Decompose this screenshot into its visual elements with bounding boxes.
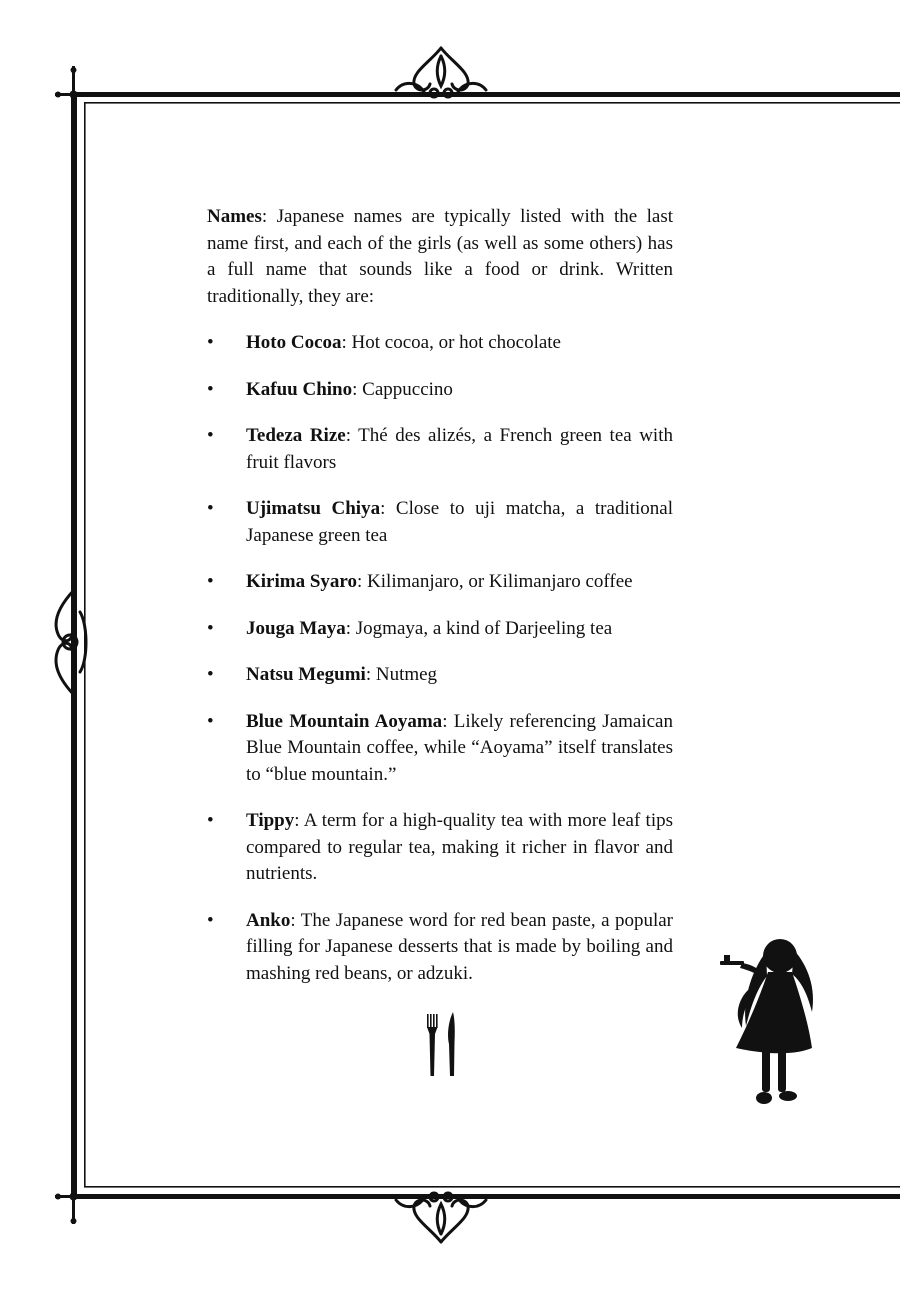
item-text: : A term for a high-quality tea with more leaf tips compared to regular tea, making it richer in flavor and nutrients. (246, 810, 673, 884)
item-term: Kirima Syaro (246, 571, 358, 592)
list-item (207, 908, 673, 988)
list-item (207, 662, 673, 689)
item-text: : The Japanese word for red bean paste, a popular filling for Japanese desserts that is made by boiling and mashing red beans, or adzuki. (246, 909, 673, 984)
bullet: • (207, 498, 214, 519)
corner-cap-bottom (55, 1190, 78, 1224)
side-flourish-ornament-icon (56, 590, 86, 695)
item-term: Hoto Cocoa (246, 332, 342, 353)
item-text: : Likely referencing Jamaican Blue Mountain coffee, while “Aoyama” itself translates to “blue mountain.” (246, 710, 673, 785)
item-term: Tippy (246, 810, 295, 831)
name-list (207, 330, 673, 987)
list-item (207, 616, 673, 643)
list-item (207, 423, 673, 476)
bullet: • (207, 425, 214, 446)
bullet: • (207, 617, 214, 639)
list-item (207, 496, 673, 549)
bullet: • (207, 571, 214, 592)
list-item (207, 569, 673, 596)
item-text: : Thé des alizés, a French green tea with fruit flavors (246, 425, 673, 473)
item-text: : Jogmaya, a kind of Darjeeling tea (345, 617, 613, 639)
list-item (207, 709, 673, 789)
item-text: : Kilimanjaro, or Kilimanjaro coffee (357, 571, 633, 592)
item-term: Tedeza Rize (246, 425, 346, 446)
bullet: • (207, 909, 214, 931)
bullet: • (207, 664, 214, 685)
glossary-text (207, 204, 673, 1007)
list-item (207, 330, 673, 357)
item-text: : Close to uji matcha, a traditional Japanese green tea (246, 498, 673, 546)
fork-knife-icon (420, 1012, 462, 1078)
item-term: Ujimatsu Chiya (246, 498, 381, 519)
item-term: Anko (246, 909, 291, 931)
item-term: Blue Mountain Aoyama (246, 710, 443, 732)
list-item (207, 377, 673, 404)
item-term: Natsu Megumi (246, 664, 366, 685)
intro-term: Names (207, 206, 262, 227)
list-item (207, 808, 673, 888)
intro-paragraph (207, 204, 673, 310)
corner-cap-top (55, 66, 78, 100)
bullet: • (207, 378, 214, 400)
top-flourish-ornament-icon (396, 48, 486, 97)
item-term: Jouga Maya (246, 617, 346, 639)
item-text: : Cappuccino (352, 378, 453, 400)
item-text: : Hot cocoa, or hot chocolate (341, 332, 561, 353)
girl-silhouette-illustration (712, 930, 832, 1112)
item-text: : Nutmeg (365, 664, 438, 685)
bullet: • (207, 810, 214, 831)
bullet: • (207, 332, 214, 353)
item-term: Kafuu Chino (246, 378, 353, 400)
intro-text: : Japanese names are typically listed with the last name first, and each of the girls (as well as some others) has a full name that sounds like a food or drink. Written traditionally, they are: (207, 206, 673, 307)
bullet: • (207, 710, 214, 732)
bottom-flourish-ornament-icon (396, 1193, 486, 1242)
